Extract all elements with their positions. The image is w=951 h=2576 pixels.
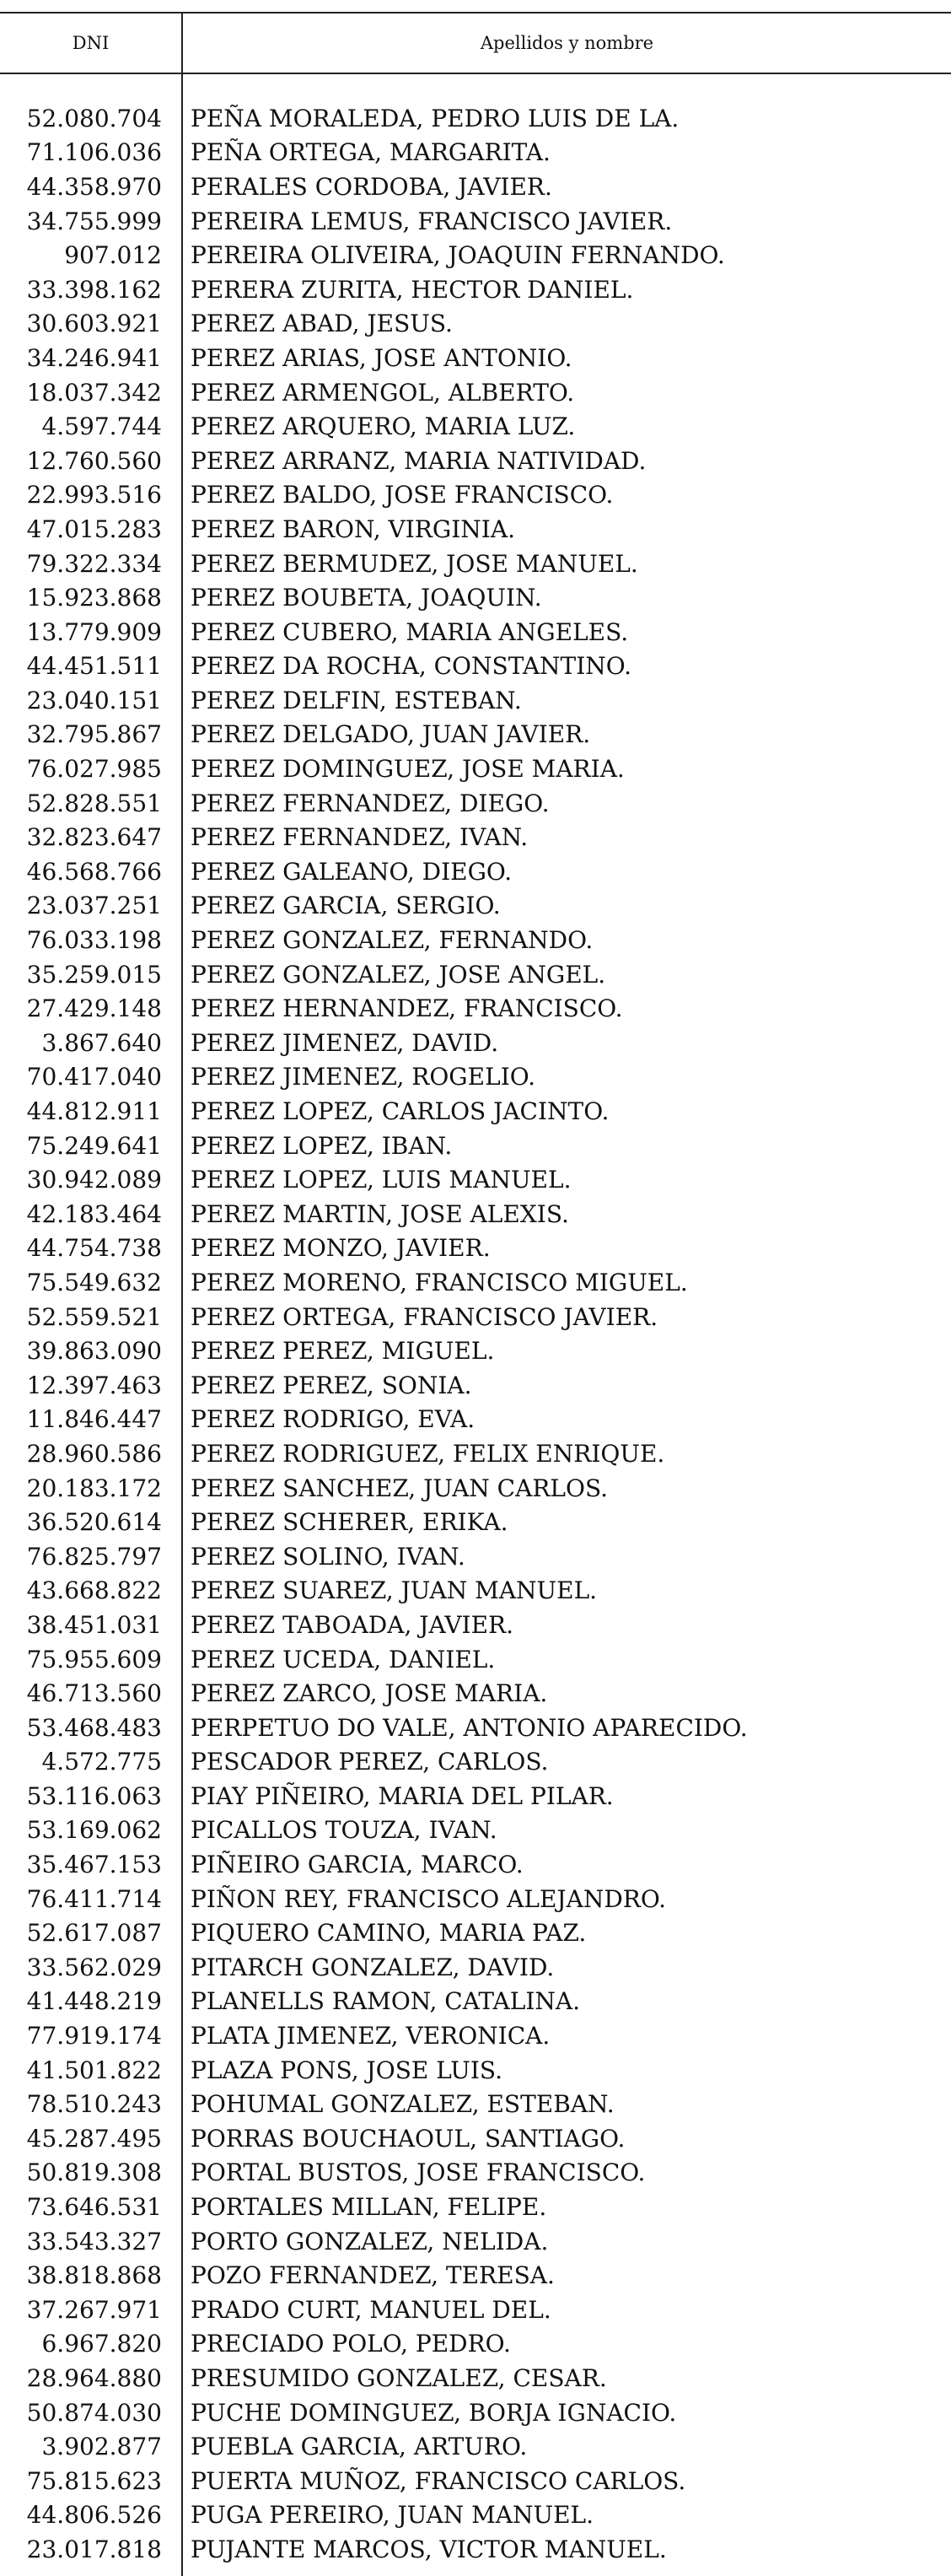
dni-cell: 75.549.632	[26, 1268, 162, 1296]
dni-cell: 47.015.283	[26, 515, 162, 543]
dni-cell: 34.755.999	[26, 207, 162, 235]
dni-cell: 44.754.738	[26, 1234, 162, 1263]
table-row	[0, 512, 951, 547]
dni-cell: 3.902.877	[41, 2433, 162, 2461]
dni-cell: 46.713.560	[26, 1679, 162, 1708]
name-cell: PEREZ BOUBETA, JOAQUIN.	[191, 584, 542, 612]
table-row	[0, 2532, 951, 2567]
name-cell: PEREZ GONZALEZ, JOSE ANGEL.	[191, 960, 606, 989]
dni-cell: 36.520.614	[26, 1508, 162, 1537]
name-cell: PUERTA MUÑOZ, FRANCISCO CARLOS.	[191, 2466, 686, 2495]
dni-cell: 45.287.495	[26, 2124, 162, 2153]
dni-cell: 3.867.640	[41, 1028, 162, 1057]
table-row	[0, 2293, 951, 2327]
table-row	[0, 1197, 951, 1231]
table-row	[0, 1265, 951, 1300]
name-cell: PITARCH GONZALEZ, DAVID.	[191, 1953, 555, 1981]
dni-cell: 28.960.586	[26, 1439, 162, 1468]
dni-cell: 30.603.921	[26, 310, 162, 338]
name-cell: PEREZ PEREZ, MIGUEL.	[191, 1337, 495, 1366]
table-row	[0, 409, 951, 444]
table-row	[0, 1471, 951, 1506]
table-row	[0, 1094, 951, 1129]
name-cell: PEREZ ARRANZ, MARIA NATIVIDAD.	[191, 446, 647, 475]
dni-cell: 907.012	[64, 241, 162, 270]
name-cell: PEREZ SANCHEZ, JUAN CARLOS.	[191, 1474, 609, 1502]
table-row	[0, 375, 951, 410]
name-cell: PEÑA MORALEDA, PEDRO LUIS DE LA.	[191, 104, 680, 132]
name-cell: PLANELLS RAMON, CATALINA.	[191, 1987, 581, 2016]
table-body	[0, 101, 951, 2567]
table-row	[0, 1129, 951, 1163]
dni-cell: 37.267.971	[26, 2295, 162, 2324]
name-cell: PORRAS BOUCHAOUL, SANTIAGO.	[191, 2124, 626, 2153]
name-cell: PEREZ LOPEZ, CARLOS JACINTO.	[191, 1097, 610, 1126]
dni-cell: 53.169.062	[26, 1816, 162, 1845]
name-cell: PEREZ BERMUDEZ, JOSE MANUEL.	[191, 549, 638, 578]
table-row	[0, 580, 951, 615]
table-row	[0, 1676, 951, 1711]
name-cell: PEREZ GONZALEZ, FERNANDO.	[191, 926, 594, 955]
dni-cell: 22.993.516	[26, 481, 162, 509]
table-row	[0, 1985, 951, 2019]
dni-cell: 15.923.868	[26, 584, 162, 612]
table-row	[0, 923, 951, 957]
table-row	[0, 1779, 951, 1813]
table-row	[0, 2429, 951, 2464]
table-row	[0, 1368, 951, 1403]
name-cell: PLATA JIMENEZ, VERONICA.	[191, 2022, 551, 2051]
name-cell: PEREZ ARMENGOL, ALBERTO.	[191, 378, 575, 407]
name-cell: PEREZ CUBERO, MARIA ANGELES.	[191, 617, 629, 646]
table-row	[0, 2464, 951, 2498]
table-row	[0, 2087, 951, 2121]
table-row	[0, 718, 951, 752]
dni-cell: 33.398.162	[26, 275, 162, 304]
table-row	[0, 1882, 951, 1916]
table-row	[0, 752, 951, 786]
dni-cell: 41.501.822	[26, 2056, 162, 2084]
table-row	[0, 1608, 951, 1642]
table-row	[0, 1026, 951, 1060]
name-cell: PEREZ TABOADA, JAVIER.	[191, 1610, 514, 1639]
dni-cell: 70.417.040	[26, 1063, 162, 1091]
dni-cell: 46.568.766	[26, 857, 162, 886]
table-row	[0, 1231, 951, 1266]
table-row	[0, 2395, 951, 2430]
table-row	[0, 820, 951, 854]
name-cell: PEREZ PEREZ, SONIA.	[191, 1371, 472, 1399]
name-cell: PEREZ HERNANDEZ, FRANCISCO.	[191, 994, 623, 1023]
name-cell: PUJANTE MARCOS, VICTOR MANUEL.	[191, 2535, 667, 2563]
dni-cell: 27.429.148	[26, 994, 162, 1023]
name-cell: PEREZ ORTEGA, FRANCISCO JAVIER.	[191, 1302, 658, 1331]
table-row	[0, 2258, 951, 2293]
table-row	[0, 1574, 951, 1609]
dni-cell: 78.510.243	[26, 2090, 162, 2119]
table-row	[0, 649, 951, 684]
name-cell: PEREZ LOPEZ, IBAN.	[191, 1131, 453, 1160]
table-row	[0, 1505, 951, 1539]
name-cell: POZO FERNANDEZ, TERESA.	[191, 2261, 555, 2290]
table-row	[0, 1745, 951, 1780]
name-cell: PERPETUO DO VALE, ANTONIO APARECIDO.	[191, 1713, 748, 1742]
name-cell: PEREZ JIMENEZ, ROGELIO.	[191, 1063, 535, 1091]
table-row	[0, 1403, 951, 1437]
dni-cell: 13.779.909	[26, 617, 162, 646]
table-row	[0, 957, 951, 992]
table-row	[0, 1916, 951, 1950]
name-cell: PEREZ FERNANDEZ, IVAN.	[191, 823, 529, 852]
dni-cell: 53.116.063	[26, 1781, 162, 1810]
name-cell: PEREZ JIMENEZ, DAVID.	[191, 1028, 499, 1057]
table-row	[0, 991, 951, 1026]
table-row	[0, 136, 951, 170]
name-cell: PEREZ SOLINO, IVAN.	[191, 1542, 465, 1571]
name-cell: POHUMAL GONZALEZ, ESTEBAN.	[191, 2090, 615, 2119]
dni-cell: 32.795.867	[26, 720, 162, 749]
dni-cell: 73.646.531	[26, 2193, 162, 2222]
name-cell: PEREZ UCEDA, DANIEL.	[191, 1645, 496, 1673]
table-row	[0, 341, 951, 375]
name-cell: PUEBLA GARCIA, ARTURO.	[191, 2433, 528, 2461]
dni-cell: 4.597.744	[41, 412, 162, 441]
name-cell: PEREZ ABAD, JESUS.	[191, 310, 453, 338]
table-row	[0, 2053, 951, 2088]
dni-cell: 12.397.463	[26, 1371, 162, 1399]
name-cell: PEREZ DOMINGUEZ, JOSE MARIA.	[191, 755, 625, 784]
dni-cell: 23.037.251	[26, 892, 162, 920]
name-cell: PERALES CORDOBA, JAVIER.	[191, 172, 552, 201]
name-cell: PEREZ ZARCO, JOSE MARIA.	[191, 1679, 548, 1708]
name-cell: PEREZ DELGADO, JUAN JAVIER.	[191, 720, 591, 749]
name-cell: PORTO GONZALEZ, NELIDA.	[191, 2227, 549, 2255]
column-header-name: Apellidos y nombre	[480, 33, 654, 53]
table-row	[0, 683, 951, 718]
name-cell: PEREZ SUAREZ, JUAN MANUEL.	[191, 1576, 598, 1605]
name-cell: PUCHE DOMINGUEZ, BORJA IGNACIO.	[191, 2398, 677, 2427]
dni-cell: 75.249.641	[26, 1131, 162, 1160]
table-row	[0, 2327, 951, 2362]
dni-cell: 44.806.526	[26, 2501, 162, 2530]
dni-cell: 38.818.868	[26, 2261, 162, 2290]
dni-cell: 52.559.521	[26, 1302, 162, 1331]
name-cell: PICALLOS TOUZA, IVAN.	[191, 1816, 497, 1845]
dni-cell: 52.080.704	[26, 104, 162, 132]
dni-cell: 79.322.334	[26, 549, 162, 578]
name-cell: PIÑEIRO GARCIA, MARCO.	[191, 1851, 524, 1879]
table-row	[0, 2224, 951, 2259]
table-row	[0, 1334, 951, 1368]
dni-cell: 44.451.511	[26, 652, 162, 681]
table-row	[0, 1060, 951, 1095]
name-cell: PIQUERO CAMINO, MARIA PAZ.	[191, 1919, 587, 1948]
table-row	[0, 2156, 951, 2191]
dni-cell: 33.562.029	[26, 1953, 162, 1981]
table-row	[0, 615, 951, 649]
table-row	[0, 444, 951, 478]
dni-cell: 28.964.880	[26, 2363, 162, 2392]
table-row	[0, 786, 951, 821]
table-row	[0, 2121, 951, 2156]
table-row	[0, 889, 951, 924]
dni-cell: 23.040.151	[26, 686, 162, 714]
dni-cell: 76.027.985	[26, 755, 162, 784]
name-cell: PEREZ RODRIGO, EVA.	[191, 1405, 476, 1434]
name-cell: PEREZ DA ROCHA, CONSTANTINO.	[191, 652, 632, 681]
name-cell: PEÑA ORTEGA, MARGARITA.	[191, 138, 551, 167]
dni-cell: 6.967.820	[41, 2330, 162, 2358]
dni-cell: 52.617.087	[26, 1919, 162, 1948]
name-cell: PEREIRA OLIVEIRA, JOAQUIN FERNANDO.	[191, 241, 725, 270]
table-row	[0, 170, 951, 204]
name-cell: PRESUMIDO GONZALEZ, CESAR.	[191, 2363, 607, 2392]
name-cell: PIÑON REY, FRANCISCO ALEJANDRO.	[191, 1884, 667, 1913]
table-row	[0, 854, 951, 889]
dni-cell: 53.468.483	[26, 1713, 162, 1742]
name-cell: PEREZ BARON, VIRGINIA.	[191, 515, 515, 543]
dni-cell: 76.411.714	[26, 1884, 162, 1913]
table-row	[0, 272, 951, 307]
dni-cell: 52.828.551	[26, 789, 162, 817]
dni-cell: 76.033.198	[26, 926, 162, 955]
name-cell: PEREZ ARQUERO, MARIA LUZ.	[191, 412, 576, 441]
name-cell: PRADO CURT, MANUEL DEL.	[191, 2295, 551, 2324]
table-row	[0, 101, 951, 136]
name-cell: PEREZ ARIAS, JOSE ANTONIO.	[191, 343, 572, 372]
dni-cell: 77.919.174	[26, 2022, 162, 2051]
dni-cell: 35.467.153	[26, 1851, 162, 1879]
dni-cell: 41.448.219	[26, 1987, 162, 2016]
name-cell: PEREZ LOPEZ, LUIS MANUEL.	[191, 1166, 572, 1194]
name-cell: PEREZ RODRIGUEZ, FELIX ENRIQUE.	[191, 1439, 665, 1468]
dni-cell: 38.451.031	[26, 1610, 162, 1639]
table-row	[0, 2361, 951, 2395]
table-row	[0, 1813, 951, 1848]
name-cell: PORTALES MILLAN, FELIPE.	[191, 2193, 547, 2222]
table-header-rule	[0, 73, 951, 74]
name-cell: PEREZ GALEANO, DIEGO.	[191, 857, 513, 886]
dni-cell: 11.846.447	[26, 1405, 162, 1434]
table-row	[0, 1436, 951, 1471]
table-row	[0, 204, 951, 239]
name-cell: PEREZ MARTIN, JOSE ALEXIS.	[191, 1199, 569, 1228]
dni-cell: 35.259.015	[26, 960, 162, 989]
dni-cell: 23.017.818	[26, 2535, 162, 2563]
dni-cell: 43.668.822	[26, 1576, 162, 1605]
table-row	[0, 1162, 951, 1197]
dni-cell: 4.572.775	[41, 1748, 162, 1776]
table-row	[0, 2190, 951, 2224]
dni-cell: 50.874.030	[26, 2398, 162, 2427]
table-row	[0, 2018, 951, 2053]
table-row	[0, 1539, 951, 1574]
dni-cell: 75.815.623	[26, 2466, 162, 2495]
table-row	[0, 547, 951, 581]
dni-cell: 30.942.089	[26, 1166, 162, 1194]
dni-cell: 39.863.090	[26, 1337, 162, 1366]
table-row	[0, 1642, 951, 1677]
table-row	[0, 238, 951, 272]
dni-cell: 44.358.970	[26, 172, 162, 201]
dni-cell: 18.037.342	[26, 378, 162, 407]
table-row	[0, 307, 951, 342]
dni-cell: 50.819.308	[26, 2158, 162, 2187]
name-cell: PEREZ FERNANDEZ, DIEGO.	[191, 789, 550, 817]
name-cell: PIAY PIÑEIRO, MARIA DEL PILAR.	[191, 1781, 614, 1810]
dni-cell: 71.106.036	[26, 138, 162, 167]
dni-cell: 20.183.172	[26, 1474, 162, 1502]
dni-cell: 34.246.941	[26, 343, 162, 372]
table-row	[0, 1950, 951, 1985]
table-row	[0, 1847, 951, 1882]
dni-cell: 12.760.560	[26, 446, 162, 475]
column-header-dni: DNI	[72, 33, 110, 53]
dni-cell: 76.825.797	[26, 1542, 162, 1571]
name-cell: PEREZ MORENO, FRANCISCO MIGUEL.	[191, 1268, 688, 1296]
dni-cell: 44.812.911	[26, 1097, 162, 1126]
name-cell: PEREIRA LEMUS, FRANCISCO JAVIER.	[191, 207, 673, 235]
name-cell: PEREZ DELFIN, ESTEBAN.	[191, 686, 522, 714]
name-cell: PEREZ SCHERER, ERIKA.	[191, 1508, 508, 1537]
name-cell: PERERA ZURITA, HECTOR DANIEL.	[191, 275, 634, 304]
name-cell: PUGA PEREIRO, JUAN MANUEL.	[191, 2501, 594, 2530]
name-cell: PORTAL BUSTOS, JOSE FRANCISCO.	[191, 2158, 646, 2187]
name-cell: PLAZA PONS, JOSE LUIS.	[191, 2056, 503, 2084]
dni-cell: 33.543.327	[26, 2227, 162, 2255]
name-cell: PEREZ GARCIA, SERGIO.	[191, 892, 501, 920]
dni-cell: 42.183.464	[26, 1199, 162, 1228]
dni-cell: 32.823.647	[26, 823, 162, 852]
table-row	[0, 2498, 951, 2533]
name-cell: PESCADOR PEREZ, CARLOS.	[191, 1748, 549, 1776]
name-cell: PEREZ MONZO, JAVIER.	[191, 1234, 491, 1263]
table-row	[0, 1711, 951, 1745]
name-cell: PEREZ BALDO, JOSE FRANCISCO.	[191, 481, 614, 509]
dni-cell: 75.955.609	[26, 1645, 162, 1673]
table-row	[0, 1300, 951, 1334]
name-cell: PRECIADO POLO, PEDRO.	[191, 2330, 511, 2358]
table-row	[0, 478, 951, 513]
